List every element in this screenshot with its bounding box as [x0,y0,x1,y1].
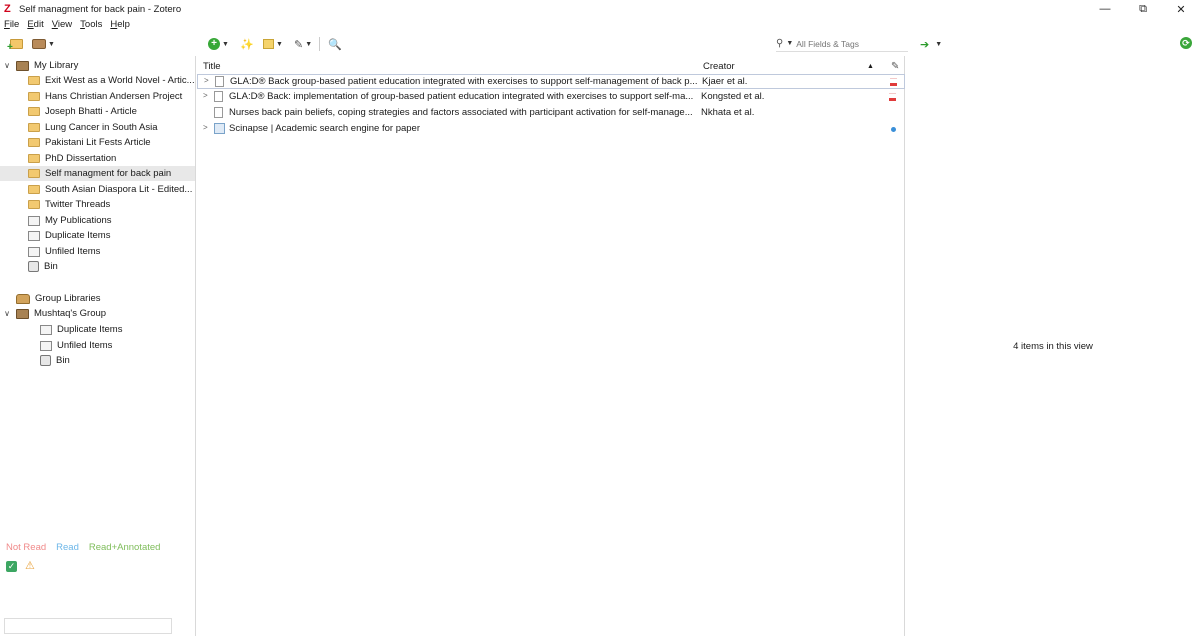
tree-label: My Library [34,60,79,71]
chevron-down-icon: ▼ [935,40,943,48]
new-library-button[interactable] [32,36,55,52]
add-by-identifier-icon: ✨ [240,38,254,51]
journal-article-icon [215,76,224,87]
folder-icon [28,185,40,194]
collection-item[interactable] [0,151,195,166]
new-note-button[interactable] [263,36,283,52]
item-title: Nurses back pain beliefs, coping strategies and factors associated with participant activation for self-manage... [229,107,693,118]
item-creator: Kjaer et al. [702,76,748,87]
minimize-button[interactable]: — [1099,3,1111,15]
publications-icon [28,216,40,226]
collection-label: South Asian Diaspora Lit - Edited... [45,184,193,195]
column-creator-header[interactable] [703,58,735,74]
column-title-label: Title [203,60,221,72]
window-controls [1086,0,1200,18]
folder-icon [28,169,40,178]
new-library-icon [32,39,46,49]
new-note-icon [263,39,274,49]
collection-label: Hans Christian Andersen Project [45,91,183,102]
journal-article-icon [214,91,223,102]
tree-label: My Publications [45,215,112,226]
item-creator: Nkhata et al. [701,107,755,118]
collection-item[interactable] [0,120,195,135]
menu-help-accel: H [110,19,118,30]
tag-selector [6,542,160,553]
new-collection-icon [10,39,23,49]
menu-view[interactable] [48,19,76,33]
unfiled-icon [40,341,52,351]
folder-icon [28,92,40,101]
my-publications-item[interactable] [0,213,195,228]
collection-item[interactable] [0,89,195,104]
menu-view-label: iew [57,19,73,30]
menu-tools-accel: T [80,19,85,30]
zotero-logo-icon: Z [4,2,11,15]
toolbar [0,33,1200,55]
menu-edit-accel: E [27,19,34,30]
title-bar [0,0,1200,18]
tag-not-read[interactable]: Not Read [6,542,47,553]
search-input[interactable] [796,39,900,49]
items-count-message: 4 items in this view [1013,341,1093,352]
search-box[interactable] [776,36,908,52]
tree-group[interactable] [0,306,195,321]
tree-label: Mushtaq's Group [34,308,107,319]
attachment-icon: ✎ [294,38,304,51]
maximize-button[interactable]: ⧉ [1139,2,1147,15]
collection-item[interactable] [0,135,195,150]
chevron-down-icon: ▼ [276,40,283,48]
collection-label: Self managment for back pain [45,168,172,179]
warning-tag-icon[interactable]: ⚠ [25,560,35,572]
tree-label: Bin [44,261,58,272]
collection-label: Twitter Threads [45,199,111,210]
duplicate-icon [40,325,52,335]
folder-icon [28,138,40,147]
tag-filter-input[interactable] [4,618,172,634]
chevron-down-icon[interactable]: ∨ [4,309,10,318]
item-row[interactable] [197,106,905,121]
item-title: GLA:D® Back: implementation of group-based patient education integrated with exercises to support self-ma... [229,91,694,102]
bin-icon [28,261,39,272]
duplicate-items-item[interactable] [0,228,195,243]
folder-icon [28,200,40,209]
attachment-column-icon[interactable]: ✎ [891,60,900,72]
collection-item[interactable] [0,73,195,88]
chevron-down-icon: ▼ [305,40,313,48]
pdf-icon[interactable] [889,93,896,101]
collection-item[interactable] [0,104,195,119]
menu-help-label: elp [117,19,130,30]
tag-read-annotated[interactable]: Read+Annotated [88,542,161,553]
bin-item[interactable] [0,259,195,274]
column-title-header[interactable] [203,58,221,74]
sort-ascending-icon[interactable]: ▲ [867,62,874,70]
menu-view-accel: V [51,19,58,30]
menu-tools[interactable] [76,19,106,33]
checkmark-tag-icon[interactable]: ✓ [7,561,16,571]
menu-edit[interactable] [23,19,47,33]
web-page-icon [214,123,225,134]
collections-pane [0,56,196,636]
chevron-right-icon[interactable]: > [203,123,208,132]
group-icon [16,309,29,319]
tree-label: Unfiled Items [45,246,101,257]
search-mode-chevron-icon[interactable]: ▼ [786,40,794,47]
menu-file-accel: F [4,19,10,30]
group-libraries-header[interactable] [0,291,195,306]
menu-file[interactable] [0,19,23,33]
collection-label: Pakistani Lit Fests Article [45,137,151,148]
duplicate-icon [28,231,40,241]
toolbar-separator [319,36,320,52]
tree-my-library[interactable] [0,58,195,73]
collection-item-selected[interactable] [0,166,195,181]
locate-icon: ➔ [920,38,930,51]
chevron-down-icon: ▼ [48,40,55,48]
folder-icon [28,123,40,132]
item-row[interactable] [197,74,905,89]
tag-emoji-row [6,561,35,572]
library-icon [16,61,29,71]
menu-help[interactable] [106,19,134,33]
tree-label: Group Libraries [35,293,101,304]
menu-file-label: ile [9,19,20,30]
new-item-icon: + [208,38,220,50]
add-attachment-button[interactable] [294,36,312,52]
chevron-right-icon[interactable]: > [204,76,209,85]
menu-edit-label: dit [33,19,44,30]
attachment-dot-icon[interactable] [891,127,896,132]
journal-article-icon [214,107,223,118]
item-row[interactable] [197,90,905,105]
search-icon: ⚲ [776,38,784,49]
new-item-button[interactable] [208,36,229,52]
bin-icon [40,355,51,366]
collection-label: Exit West as a World Novel - Artic... [45,75,195,86]
collection-label: Joseph Bhatti - Article [45,106,137,117]
new-collection-button[interactable] [10,36,23,52]
tree-label: Unfiled Items [57,340,113,351]
tree-label: Bin [56,355,70,366]
folder-icon [28,76,40,85]
group-unfiled-items[interactable] [0,338,195,353]
tree-label: Duplicate Items [57,324,123,335]
chevron-down-icon[interactable]: ∨ [4,61,10,70]
chevron-right-icon[interactable]: > [203,91,208,100]
item-row[interactable] [197,122,905,137]
item-creator: Kongsted et al. [701,91,765,102]
advanced-search-icon: 🔍 [328,38,342,51]
collection-item[interactable] [0,197,195,212]
pdf-icon[interactable] [890,78,897,86]
item-title: GLA:D® Back group-based patient education integrated with exercises to support self-management of back p... [230,76,698,87]
group-duplicate-items[interactable] [0,322,195,337]
tag-read[interactable]: Read [56,542,79,553]
unfiled-items-item[interactable] [0,244,195,259]
unfiled-icon [28,247,40,257]
item-pane [906,56,1200,636]
advanced-search-button[interactable] [328,36,342,52]
column-creator-label: Creator [703,60,735,72]
locate-button[interactable] [920,36,942,52]
collection-item[interactable] [0,182,195,197]
group-bin[interactable] [0,353,195,368]
tree-label: Duplicate Items [45,230,111,241]
collection-label: Lung Cancer in South Asia [45,122,158,133]
add-by-identifier-button[interactable] [240,36,254,52]
chevron-down-icon: ▼ [222,40,229,48]
folder-icon [28,154,40,163]
collection-label: PhD Dissertation [45,153,117,164]
item-title: Scinapse | Academic search engine for paper [229,123,420,134]
folder-icon [28,107,40,116]
group-libraries-icon [16,294,30,304]
menu-tools-label: ools [84,19,103,30]
window-title: Self managment for back pain - Zotero [19,3,182,15]
sync-icon[interactable]: ⟳ [1180,37,1192,49]
menu-bar [0,19,134,33]
close-button[interactable]: ✕ [1176,3,1186,16]
items-pane [197,56,905,636]
